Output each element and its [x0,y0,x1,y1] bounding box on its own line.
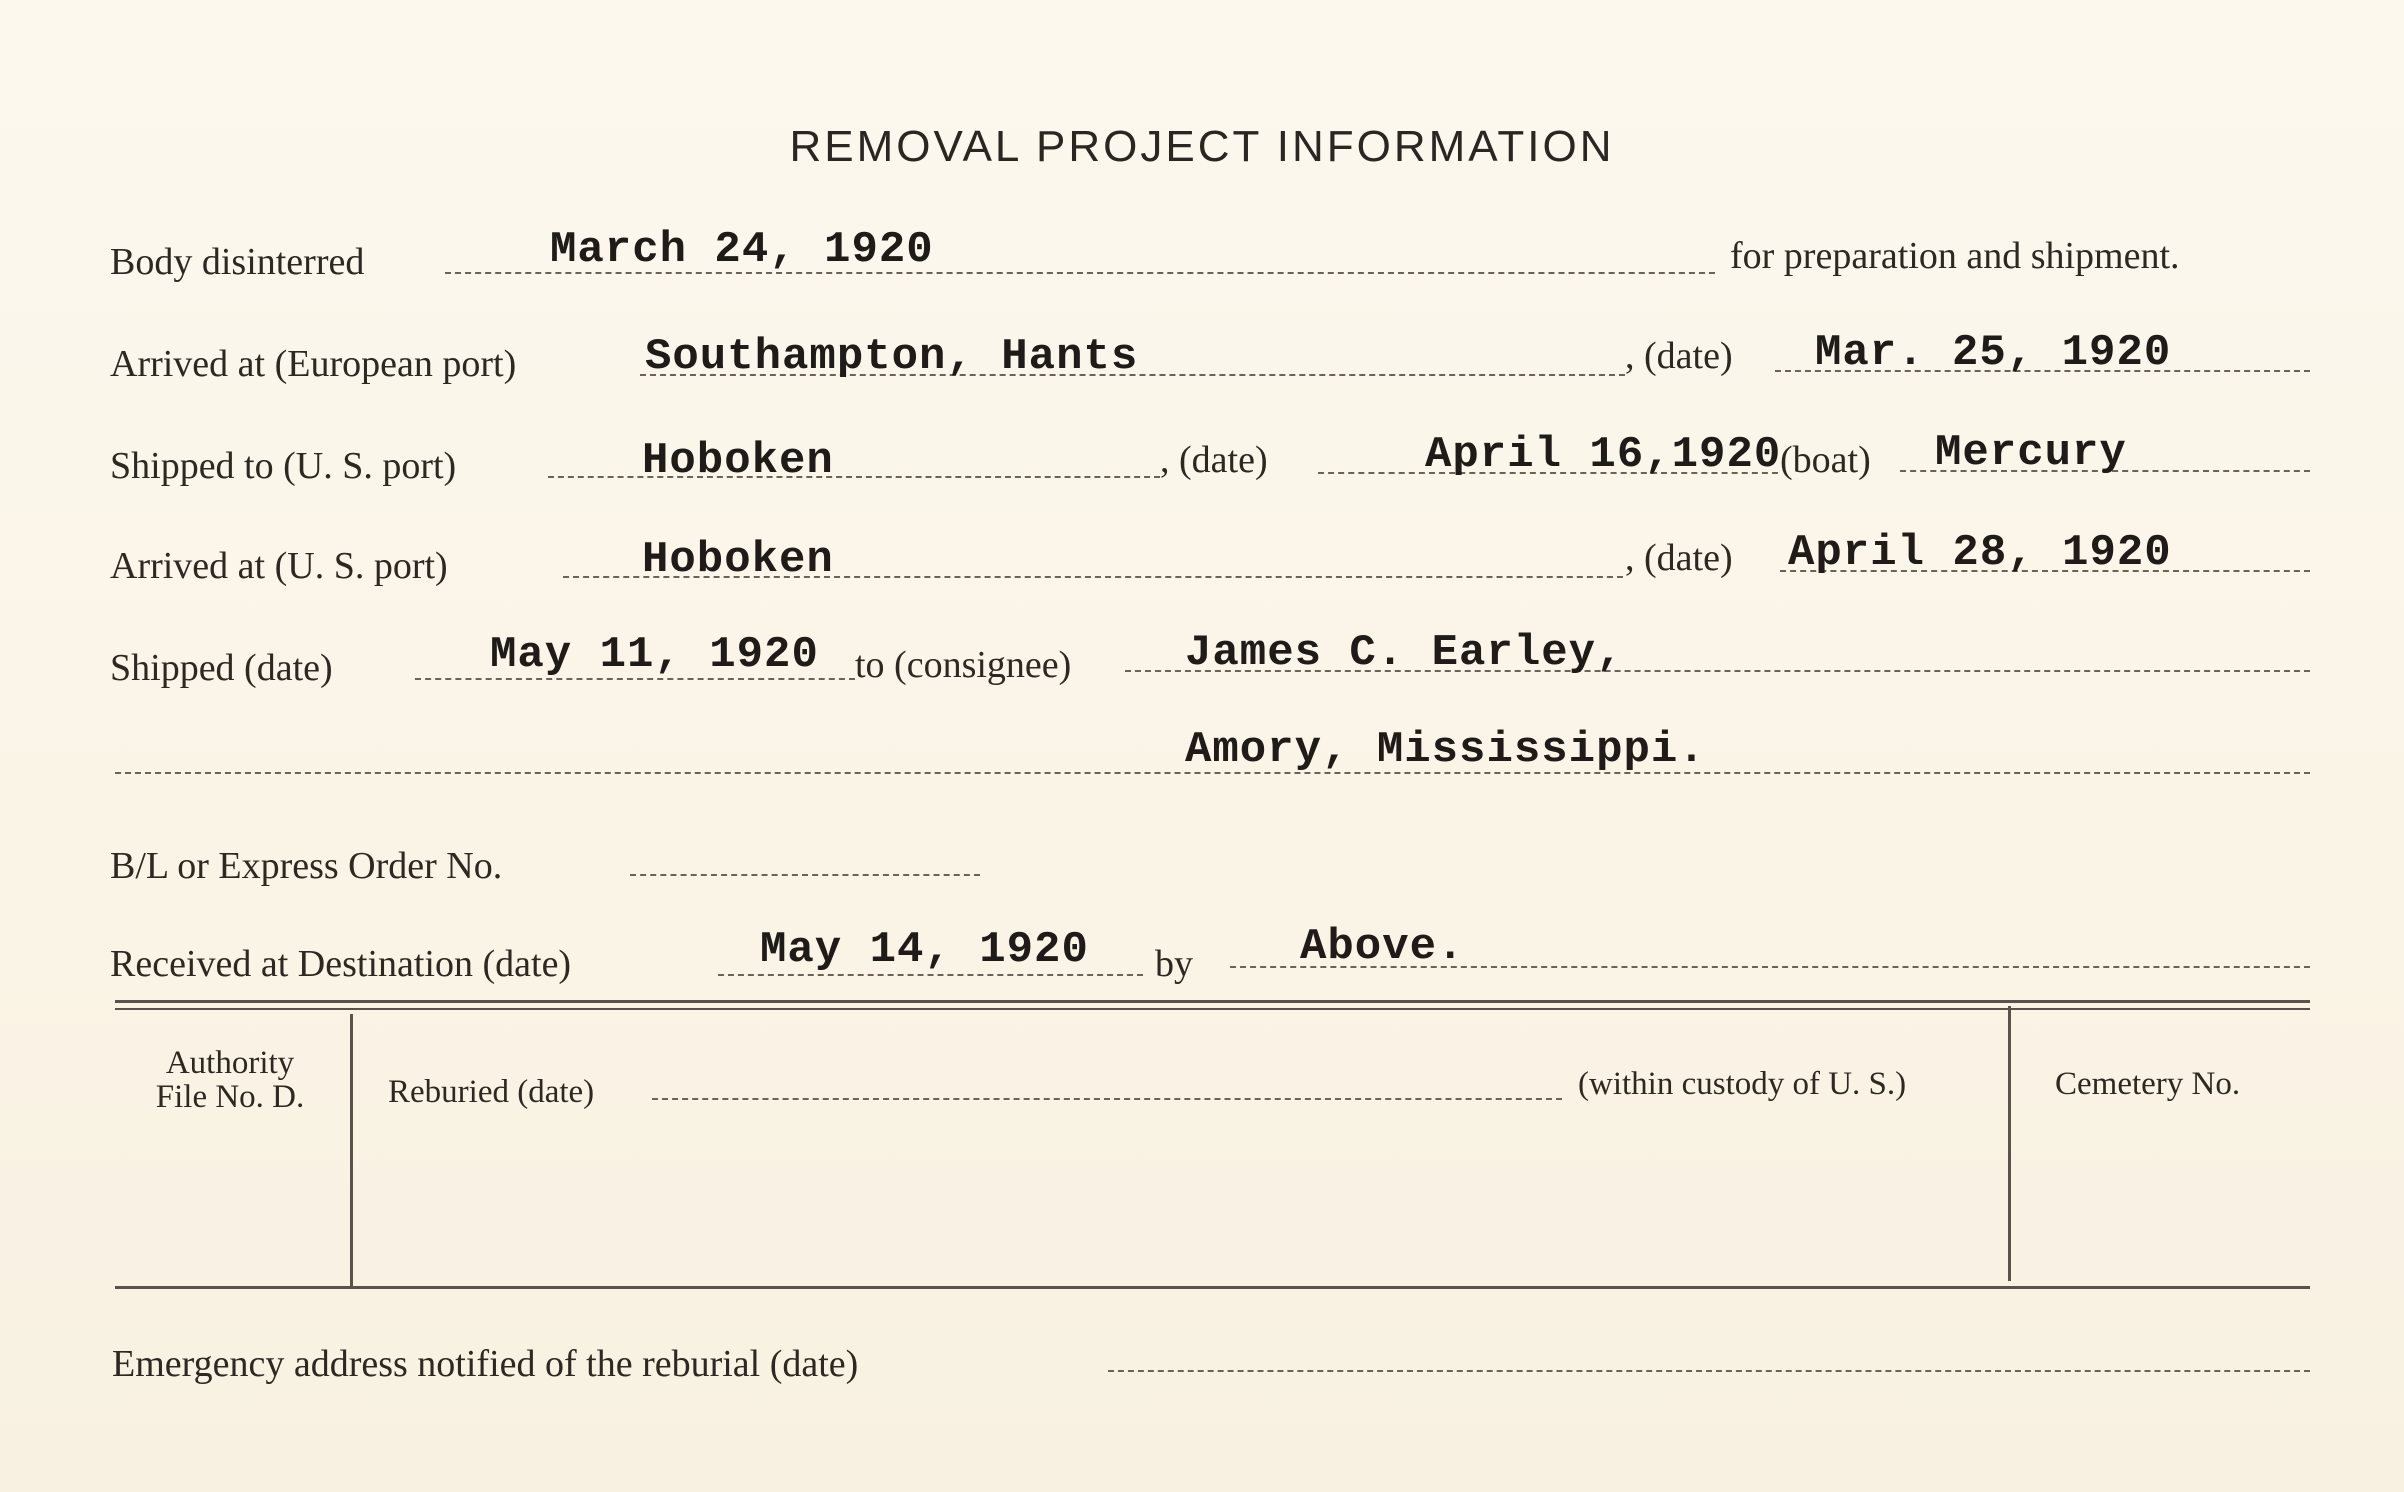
body-disinterred-value: March 24, 1920 [550,225,934,275]
emergency-address-label: Emergency address notified of the reburial (date) [112,1343,859,1385]
cemetery-label: Cemetery No. [2055,1066,2241,1102]
received-destination-value: May 14, 1920 [760,925,1089,975]
table-top-rule [115,1000,2310,1003]
shipped-date-value: April 16,1920 [1425,430,1782,480]
consignee-address: Amory, Mississippi. [1185,725,1706,775]
card-title: REMOVAL PROJECT INFORMATION [789,122,1615,171]
arrived-date-value: April 28, 1920 [1788,528,2172,578]
custody-label: (within custody of U. S.) [1578,1066,1907,1102]
us-port-shipped-label: Shipped to (U. S. port) [110,445,457,487]
bl-express-line [630,874,980,876]
emergency-address-line [1108,1370,2310,1372]
authority-label-line2: File No. D. [155,1079,305,1115]
table-divider-right [2008,1006,2011,1281]
us-port-arrived-value: Hoboken [642,535,834,585]
bl-express-label: B/L or Express Order No. [110,845,503,887]
reburied-label: Reburied (date) [388,1074,595,1110]
consignee-label: to (consignee) [855,644,1072,686]
reburied-line [652,1098,1562,1100]
shipped-date-label: , (date) [1160,439,1268,481]
authority-label [115,1046,345,1114]
european-date-label: , (date) [1625,335,1733,377]
european-date-value: Mar. 25, 1920 [1815,328,2172,378]
us-port-shipped-value: Hoboken [642,436,834,486]
shipped-date-row-value: May 11, 1920 [490,630,819,680]
european-port-label: Arrived at (European port) [110,343,517,385]
arrived-date-label: , (date) [1625,537,1733,579]
us-port-arrived-label: Arrived at (U. S. port) [110,545,448,587]
received-by-label: by [1155,943,1193,985]
table-divider-left [350,1014,353,1286]
boat-value: Mercury [1935,428,2127,478]
shipped-date-row-label: Shipped (date) [110,647,333,689]
boat-label: (boat) [1780,439,1871,481]
table-top-rule-double [115,1008,2310,1010]
received-destination-label: Received at Destination (date) [110,943,572,985]
received-by-value: Above. [1300,922,1465,972]
authority-label-line1: Authority [165,1045,295,1081]
us-port-shipped-line [548,476,1160,478]
consignee-name: James C. Earley, [1185,628,1624,678]
body-disinterred-label: Body disinterred [110,241,365,283]
table-bottom-rule [115,1286,2310,1289]
european-port-value: Southampton, Hants [645,332,1139,382]
preparation-label: for preparation and shipment. [1730,235,2180,277]
